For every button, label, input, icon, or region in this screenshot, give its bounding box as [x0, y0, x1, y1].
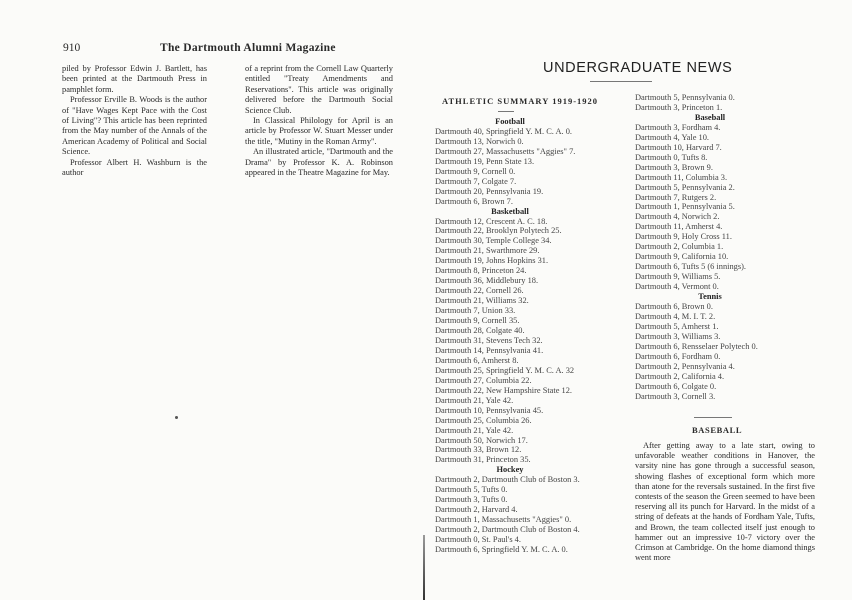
baseball-heading: Baseball [694, 112, 726, 122]
game-result: Dartmouth 0, Tufts 8. [635, 152, 708, 162]
game-result: Dartmouth 2, Pennsylvania 4. [635, 361, 735, 371]
game-result: Dartmouth 4, Vermont 0. [635, 282, 719, 292]
game-result: Dartmouth 21, Yale 42. [435, 395, 514, 405]
page-gutter [423, 535, 425, 600]
game-result: Dartmouth 14, Pennsylvania 41. [435, 345, 544, 355]
game-result: Dartmouth 6, Tufts 5 (6 innings). [635, 262, 746, 272]
baseball-results [635, 123, 830, 292]
paragraph: Professor Erville B. Woods is the author of "Have Wages Kept Pace with the Cost of Living"? This article has been reprinted from the May number of the Annals of the American Academy of Political and Social Science. [62, 95, 207, 157]
game-result: Dartmouth 21, Williams 32. [435, 296, 529, 306]
game-result: Dartmouth 27, Columbia 22. [435, 375, 532, 385]
tennis-heading: Tennis [698, 292, 722, 302]
results-column-2 [635, 93, 830, 402]
paragraph: After getting away to a late start, owing to unfavorable weather conditions in Hanover, the varsity nine has gone through a successful season, showing flashes of exceptional form which more than atone for the reversals sustained. In the first five contests of the season the Green seemed to have been reserving all its punch for Harvard. In the midst of a string of defeats at the hands of Fordham Yale, Tufts, and Brown, the team collected itself just enough to hammer out an impressive 10-7 victory over the Crimson at Cambridge. On the home diamond things went more [635, 441, 815, 563]
football-results [435, 127, 620, 207]
ink-speck [175, 416, 178, 419]
game-result: Dartmouth 5, Amherst 1. [635, 321, 719, 331]
game-result: Dartmouth 10, Harvard 7. [635, 142, 722, 152]
left-column-1 [62, 64, 207, 178]
game-result: Dartmouth 2, California 4. [635, 371, 725, 381]
game-result: Dartmouth 10, Pennsylvania 45. [435, 405, 544, 415]
game-result: Dartmouth 33, Brown 12. [435, 445, 522, 455]
game-result: Dartmouth 6, Rensselaer Polytech 0. [635, 341, 758, 351]
page-header [60, 42, 390, 56]
athletic-summary-title: ATHLETIC SUMMARY 1919-1920 [442, 96, 599, 106]
game-result: Dartmouth 50, Norwich 17. [435, 435, 528, 445]
game-result: Dartmouth 27, Massachusetts "Aggies" 7. [435, 146, 576, 156]
paragraph: An illustrated article, "Dartmouth and the Drama" by Professor K. A. Robinson appeared in the Theatre Magazine for May. [245, 147, 393, 178]
game-result: Dartmouth 7, Rutgers 2. [635, 192, 717, 202]
baseball-article-heading: BASEBALL [692, 425, 743, 435]
game-result: Dartmouth 5, Pennsylvania 0. [635, 93, 735, 102]
hockey-results [435, 475, 620, 555]
page-number: 910 [63, 42, 81, 54]
section-title: UNDERGRADUATE NEWS [543, 60, 733, 76]
paragraph: piled by Professor Edwin J. Bartlett, has been printed at the Dartmouth Press in pamphlet form. [62, 64, 207, 94]
game-result: Dartmouth 1, Massachusetts "Aggies" 0. [435, 515, 572, 525]
game-result: Dartmouth 21, Swarthmore 29. [435, 246, 540, 256]
game-result: Dartmouth 9, Cornell 0. [435, 166, 516, 176]
basketball-results [435, 217, 620, 466]
hockey-heading: Hockey [496, 465, 524, 475]
game-result: Dartmouth 3, Cornell 3. [635, 391, 716, 401]
game-result: Dartmouth 2, Harvard 4. [435, 505, 518, 515]
game-result: Dartmouth 6, Fordham 0. [635, 351, 721, 361]
game-result: Dartmouth 36, Middlebury 18. [435, 276, 539, 286]
game-result: Dartmouth 22, Brooklyn Polytech 25. [435, 226, 562, 236]
game-result: Dartmouth 6, Brown 7. [435, 196, 513, 206]
game-result: Dartmouth 2, Columbia 1. [635, 242, 724, 252]
game-result: Dartmouth 5, Pennsylvania 2. [635, 182, 735, 192]
game-result: Dartmouth 3, Brown 9. [635, 162, 713, 172]
game-result: Dartmouth 3, Fordham 4. [635, 122, 721, 132]
game-result: Dartmouth 21, Yale 42. [435, 425, 514, 435]
game-result: Dartmouth 9, Cornell 35. [435, 316, 520, 326]
game-result: Dartmouth 2, Dartmouth Club of Boston 4. [435, 525, 580, 535]
football-heading: Football [495, 117, 525, 126]
game-result: Dartmouth 3, Princeton 1. [635, 102, 723, 112]
game-result: Dartmouth 30, Temple College 34. [435, 236, 552, 246]
basketball-heading: Basketball [491, 206, 529, 216]
paragraph: Professor Albert H. Washburn is the author [62, 157, 207, 178]
game-result: Dartmouth 13, Norwich 0. [435, 136, 524, 146]
magazine-title: The Dartmouth Alumni Magazine [160, 42, 336, 54]
game-result: Dartmouth 6, Brown 0. [635, 302, 713, 312]
game-result: Dartmouth 11, Amherst 4. [635, 222, 723, 232]
game-result: Dartmouth 40, Springfield Y. M. C. A. 0. [435, 126, 573, 136]
paragraph: of a reprint from the Cornell Law Quarterly entitled "Treaty Amendments and Reservations". This article was originally delivered before the Dartmouth Social Science Club. [245, 64, 393, 115]
results-column-1 [435, 117, 620, 555]
baseball-divider [694, 417, 732, 418]
left-column-2 [245, 64, 393, 178]
game-result: Dartmouth 31, Princeton 35. [435, 455, 531, 465]
game-result: Dartmouth 9, Williams 5. [635, 272, 721, 282]
paragraph: In Classical Philology for April is an article by Professor W. Stuart Messer under the title, "Mutiny in the Roman Army". [245, 116, 393, 146]
tennis-results [635, 302, 830, 402]
game-result: Dartmouth 22, Cornell 26. [435, 286, 524, 296]
game-result: Dartmouth 31, Stevens Tech 32. [435, 335, 543, 345]
hockey-results-continued [635, 93, 830, 113]
game-result: Dartmouth 19, Penn State 13. [435, 156, 535, 166]
game-result: Dartmouth 4, Norwich 2. [635, 212, 720, 222]
game-result: Dartmouth 25, Columbia 26. [435, 415, 532, 425]
game-result: Dartmouth 7, Union 33. [435, 306, 516, 316]
game-result: Dartmouth 6, Springfield Y. M. C. A. 0. [435, 544, 568, 554]
game-result: Dartmouth 2, Dartmouth Club of Boston 3. [435, 475, 580, 485]
game-result: Dartmouth 3, Tufts 0. [435, 495, 508, 505]
game-result: Dartmouth 8, Princeton 24. [435, 266, 527, 276]
game-result: Dartmouth 12, Crescent A. C. 18. [435, 216, 548, 226]
game-result: Dartmouth 7, Colgate 7. [435, 176, 517, 186]
game-result: Dartmouth 1, Pennsylvania 5. [635, 202, 735, 212]
game-result: Dartmouth 4, M. I. T. 2. [635, 311, 716, 321]
summary-divider [498, 111, 514, 112]
game-result: Dartmouth 6, Colgate 0. [635, 381, 717, 391]
game-result: Dartmouth 9, California 10. [635, 252, 729, 262]
game-result: Dartmouth 5, Tufts 0. [435, 485, 508, 495]
game-result: Dartmouth 9, Holy Cross 11. [635, 232, 732, 242]
game-result: Dartmouth 11, Columbia 3. [635, 172, 728, 182]
game-result: Dartmouth 28, Colgate 40. [435, 326, 525, 336]
baseball-article [635, 441, 815, 563]
game-result: Dartmouth 19, Johns Hopkins 31. [435, 256, 549, 266]
game-result: Dartmouth 3, Williams 3. [635, 331, 721, 341]
game-result: Dartmouth 20, Pennsylvania 19. [435, 186, 544, 196]
game-result: Dartmouth 4, Yale 10. [635, 132, 709, 142]
game-result: Dartmouth 25, Springfield Y. M. C. A. 32 [435, 365, 575, 375]
game-result: Dartmouth 0, St. Paul's 4. [435, 535, 521, 545]
game-result: Dartmouth 22, New Hampshire State 12. [435, 385, 572, 395]
title-divider [590, 81, 652, 82]
left-page [0, 0, 425, 600]
game-result: Dartmouth 6, Amherst 8. [435, 355, 519, 365]
